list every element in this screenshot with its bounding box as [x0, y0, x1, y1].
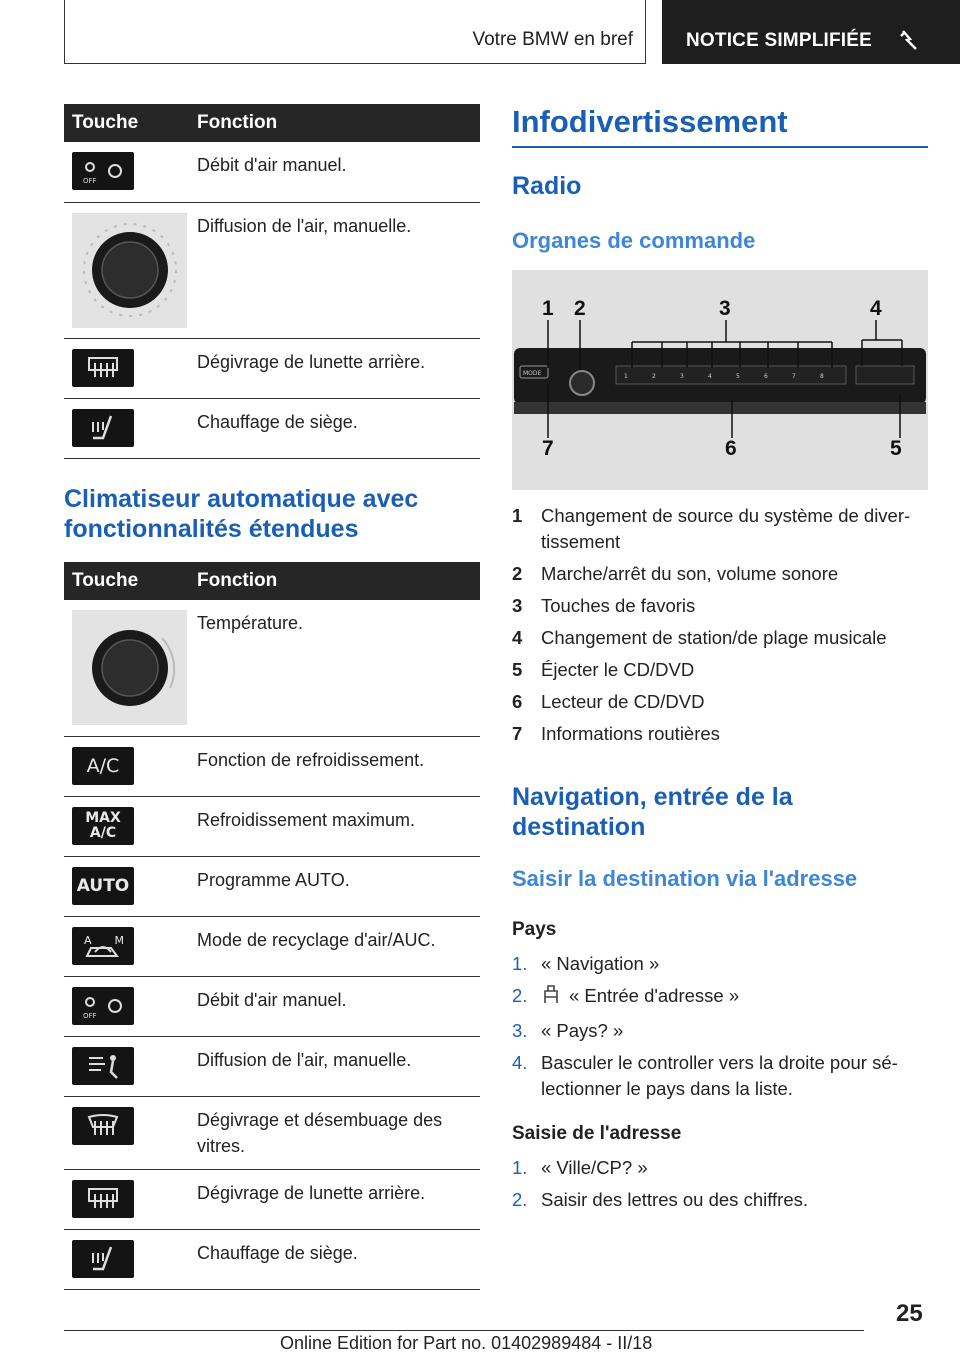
table-row [64, 338, 480, 398]
heading-rule [512, 146, 928, 148]
air-distribution-icon [72, 1047, 134, 1085]
function-text: Diffusion de l'air, manuelle. [187, 202, 480, 338]
list-item: 4. Basculer le controller vers la droite pour sélectionner le pays dans la liste. [512, 1052, 898, 1099]
air-distribution-knob [72, 213, 187, 328]
function-text: Température. [187, 600, 480, 736]
list-item: 4 Changement de station/de plage musicale [512, 627, 887, 648]
list-item: 1 Changement de source du système de divertissement [512, 505, 911, 552]
callout-3: 3 [719, 297, 731, 320]
table-row [64, 398, 480, 458]
climate-heading: Climatiseur automatique avec fonctionnalités étendues [64, 485, 419, 543]
table-row [64, 142, 480, 202]
preset-7: 7 [792, 373, 796, 380]
table-row [64, 796, 480, 856]
header-section-box [64, 0, 646, 64]
table-row [64, 856, 480, 916]
controls-heading: Organes de commande [512, 228, 756, 253]
function-text: Fonction de refroidissement. [187, 736, 480, 796]
list-item: 1. « Ville/CP? » [512, 1157, 648, 1178]
address-heading: Saisie de l'adresse [512, 1123, 682, 1144]
table-row [64, 736, 480, 796]
callout-2: 2 [574, 297, 586, 320]
preset-5: 5 [736, 373, 740, 380]
footer-rule [64, 1330, 864, 1331]
max-label: MAX [85, 809, 121, 826]
seat-heating-icon [72, 1240, 134, 1278]
table-row [64, 1096, 480, 1169]
callout-4: 4 [870, 297, 882, 320]
list-item: 2. Saisir des lettres ou des chiffres. [512, 1189, 809, 1210]
radio-panel-figure [512, 270, 928, 490]
page-number: 25 [896, 1300, 923, 1327]
footer-edition: Online Edition for Part no. 01402989484 - II/18 [280, 1333, 653, 1353]
infotainment-heading: Infodivertissement [512, 104, 788, 139]
header-section-title: Votre BMW en bref [472, 29, 633, 50]
radio-heading: Radio [512, 172, 582, 200]
svg-text:OFF: OFF [83, 177, 97, 185]
table-row [64, 976, 480, 1036]
pays-steps [512, 951, 932, 1108]
list-item: 1. « Navigation » [512, 953, 660, 974]
function-text: Chauffage de siège. [187, 398, 480, 458]
table-row [64, 1229, 480, 1289]
column-touche: Touche [64, 104, 187, 142]
preset-3: 3 [680, 373, 684, 380]
temperature-knob [72, 610, 187, 725]
list-item: 3. « Pays? » [512, 1020, 624, 1041]
function-text: Chauffage de siège. [187, 1229, 480, 1289]
max-ac-button-icon [72, 807, 134, 845]
rear-defrost-icon [72, 1180, 134, 1218]
header-badge-label: NOTICE SIMPLIFIÉE [686, 30, 873, 51]
rear-defrost-icon [72, 349, 134, 387]
table-row [64, 600, 480, 736]
recirc-m-label: M [114, 933, 124, 947]
table-row [64, 1036, 480, 1096]
function-table-climate [64, 562, 480, 1290]
function-text: Dégivrage et désembuage des vitres. [187, 1096, 480, 1169]
preset-8: 8 [820, 373, 824, 380]
function-text: Débit d'air manuel. [187, 142, 480, 202]
list-item: 5 Éjecter le CD/DVD [512, 659, 695, 680]
quick-reference-icon [898, 28, 922, 52]
list-item: 7 Informations routières [512, 723, 720, 744]
function-text: Dégivrage de lunette arrière. [187, 1169, 480, 1229]
list-item: 2 Marche/arrêt du son, volume sonore [512, 563, 839, 584]
auto-button-icon: AUTO [72, 867, 134, 905]
header-badge [662, 0, 960, 64]
preset-4: 4 [708, 373, 712, 380]
column-touche: Touche [64, 562, 187, 600]
table-row [64, 202, 480, 338]
preset-2: 2 [652, 373, 656, 380]
function-text: Mode de recyclage d'air/AUC. [187, 916, 480, 976]
list-item: 2. « Entrée d'adresse » [512, 983, 932, 1012]
column-fonction: Fonction [187, 104, 480, 142]
address-entry-icon [541, 983, 569, 1012]
seat-heating-icon [72, 409, 134, 447]
ac-button-icon: A/C [72, 747, 134, 785]
callout-6: 6 [725, 437, 737, 460]
function-table-manual [64, 104, 480, 459]
windshield-defrost-icon [72, 1107, 134, 1145]
radio-controls-list [512, 503, 932, 753]
svg-text:OFF: OFF [83, 1011, 97, 1020]
fan-off-icon [72, 987, 134, 1025]
fan-off-icon [72, 152, 134, 190]
max-ac-label: A/C [89, 824, 117, 841]
preset-1: 1 [624, 373, 628, 380]
callout-7: 7 [542, 437, 554, 460]
pays-heading: Pays [512, 919, 557, 940]
list-item: 3 Touches de favoris [512, 595, 696, 616]
callout-5: 5 [890, 437, 902, 460]
function-text: Débit d'air manuel. [187, 976, 480, 1036]
table-row [64, 916, 480, 976]
table-row [64, 1169, 480, 1229]
mode-label: MODE [523, 370, 542, 377]
recirculation-icon [72, 927, 134, 965]
column-fonction: Fonction [187, 562, 480, 600]
function-text: Programme AUTO. [187, 856, 480, 916]
address-steps [512, 1155, 932, 1219]
preset-6: 6 [764, 373, 768, 380]
function-text: Refroidissement maximum. [187, 796, 480, 856]
callout-1: 1 [542, 297, 554, 320]
function-text: Dégivrage de lunette arrière. [187, 338, 480, 398]
function-text: Diffusion de l'air, manuelle. [187, 1036, 480, 1096]
navigation-heading: Navigation, entrée de la destination [512, 783, 793, 841]
list-item: 6 Lecteur de CD/DVD [512, 691, 705, 712]
recirc-a-label: A [84, 933, 92, 947]
address-subheading: Saisir la destination via l'adresse [512, 866, 858, 891]
